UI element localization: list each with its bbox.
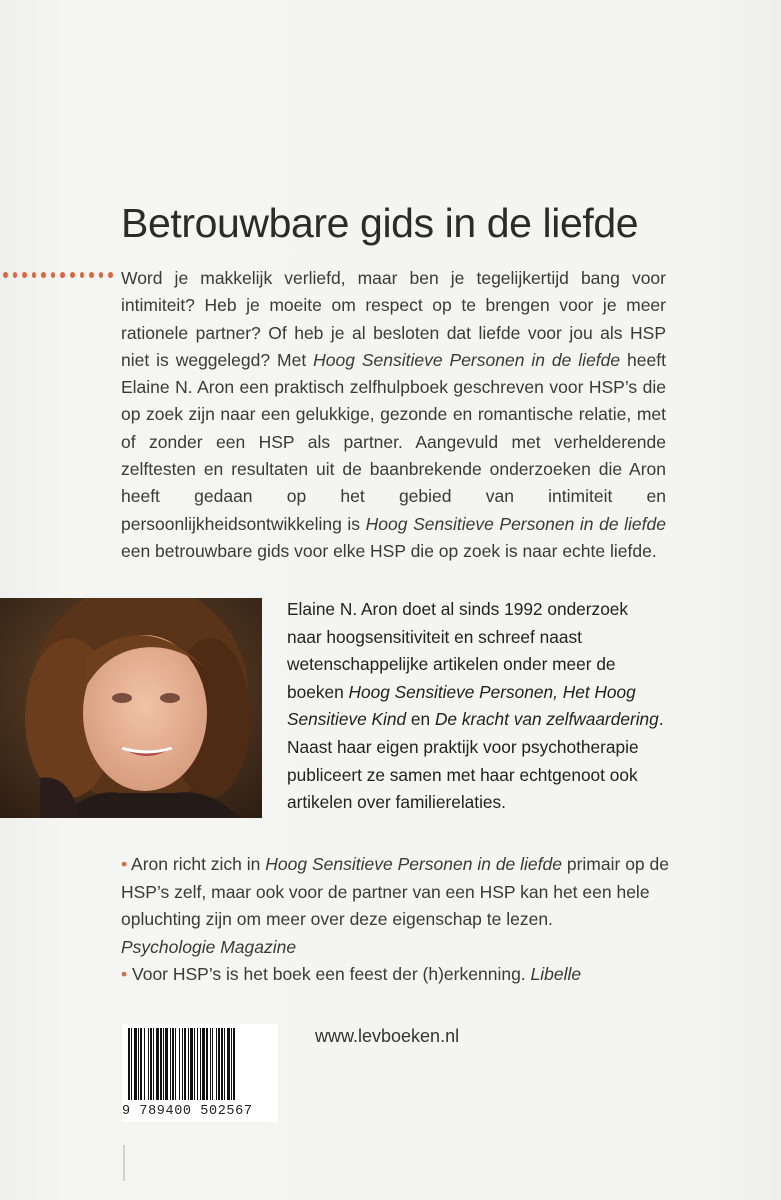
intro-text: heeft Elaine N. Aron een praktisch zelfhulpboek geschreven voor HSP’s die op zoek zijn naar een gelukkige, gezonde en romantische relatie, met of zonder een HSP als partner. Aangevuld met verhelderende zelftesten en resultaten uit de baanbrekende onderzoeken die Aron heeft gedaan op het gebied van intimiteit en persoonlijkheidsontwikkeling is [121,349,666,534]
headline: Betrouwbare gids in de liefde [121,200,639,246]
quote-text: Aron richt zich in [127,854,266,874]
quote-source: Libelle [530,964,582,984]
separator: en [406,709,435,730]
barcode-bar [160,1028,162,1100]
barcode-bar [221,1028,223,1100]
barcode-bar [231,1028,232,1100]
barcode-bar [188,1028,189,1100]
review-quotes [121,851,681,989]
barcode-bar [156,1028,159,1100]
review-quote [121,961,681,989]
book-title: Hoog Sensitieve Personen in de liefde [313,349,621,370]
barcode-bar [165,1028,168,1100]
barcode-bar [163,1028,164,1100]
book-title: Hoog Sensitieve Personen [348,681,554,702]
barcode-bar [224,1028,225,1100]
author-bio [287,596,667,817]
barcode-bar [172,1028,174,1100]
barcode-bar [200,1028,201,1100]
quote-text: Voor HSP’s is het boek een feest der (h)erkenning. [127,964,531,984]
barcode-bar [131,1028,132,1100]
barcode-bar [148,1028,149,1100]
book-title: De kracht van zelfwaardering [434,709,659,730]
barcode-bar [197,1028,198,1100]
book-title: Hoog Sensitieve Personen in de liefde [365,513,666,534]
barcode-bar [138,1028,139,1100]
barcode-bar [190,1028,193,1100]
barcode-bar [184,1028,186,1100]
separator: , [553,681,563,702]
book-title: Het Hoog Sensitieve Kind [287,681,636,730]
bullet-icon: • [121,854,128,874]
barcode-bar [233,1028,235,1100]
barcode-bar [134,1028,137,1100]
review-quote [121,851,681,961]
barcode-bar [179,1028,180,1100]
isbn-number: 9 789400 502567 [122,1104,253,1119]
barcode-bar [216,1028,217,1100]
intro-text: Word je makkelijk verliefd, maar ben je tegelijkertijd bang voor intimiteit? Heb je moeite om respect op te brengen voor je meer rationele partner? Of heb je al besloten dat liefde voor jou als HSP niet is weggelegd? Met [121,268,666,370]
barcode-bar [227,1028,230,1100]
barcode-bar [153,1028,154,1100]
intro-text: een betrouwbare gids voor elke HSP die op zoek is naar echte liefde. [121,540,657,561]
barcode-bar [210,1028,211,1100]
book-title: Hoog Sensitieve Personen in de liefde [265,854,562,874]
printer-mark [119,1143,129,1183]
barcode-bar [194,1028,195,1100]
intro-paragraph [121,265,666,565]
barcode-bar [182,1028,183,1100]
bio-text: Elaine N. Aron doet al sinds 1992 onderzoek naar hoogsensitiviteit en schreef naast wetenschappelijke artikelen onder meer de boeken [287,599,629,702]
barcode-bar [202,1028,205,1100]
quote-source: Psychologie Magazine [121,936,297,957]
publisher-website[interactable]: www.levboeken.nl [315,1026,460,1046]
barcode-bar [218,1028,220,1100]
barcode-bar [144,1028,145,1100]
author-photo [0,598,262,818]
barcode-bar [212,1028,213,1100]
barcode-bar [206,1028,208,1100]
barcode-bar [175,1028,176,1100]
barcode-bar [170,1028,171,1100]
bio-text: . Naast haar eigen praktijk voor psychotherapie publiceert ze samen met haar echtgenoot ook artikelen over familierelaties. [287,709,664,813]
barcode-bar [140,1028,142,1100]
barcode-bar [150,1028,152,1100]
barcode-bar [128,1028,130,1100]
decorative-dot-line [0,265,113,285]
bullet-icon: • [121,964,128,984]
quote-text: primair op de HSP’s zelf, maar ook voor de partner van een HSP kan het een hele opluchting zijn om meer over deze eigenschap te lezen. [121,854,669,929]
